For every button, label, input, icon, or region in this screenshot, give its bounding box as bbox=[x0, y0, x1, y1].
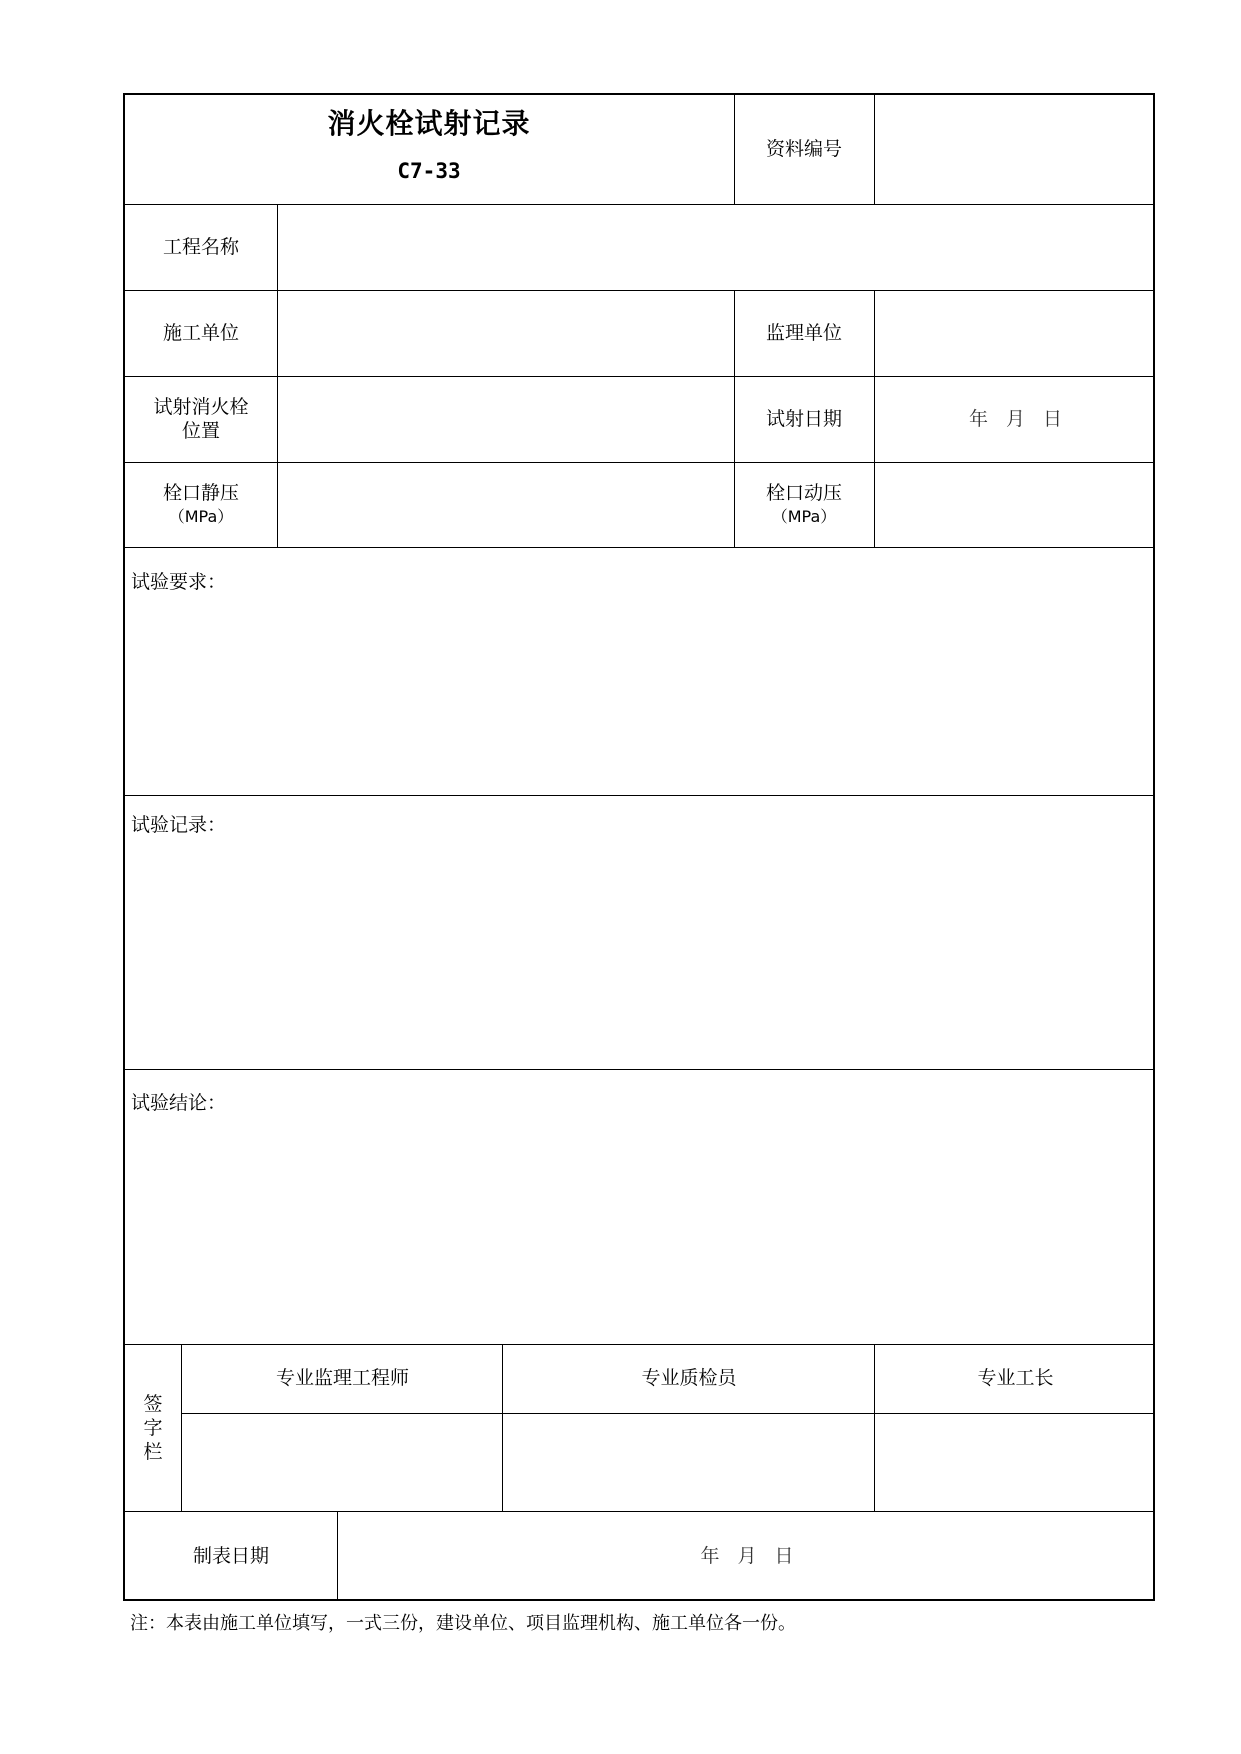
date-year: 年 bbox=[968, 407, 988, 430]
supervising-engineer-signature[interactable] bbox=[183, 1415, 502, 1511]
hydrant-location-label-line1: 试射消火栓 bbox=[153, 396, 249, 418]
table-date-field[interactable] bbox=[339, 1511, 1155, 1601]
table-date-label: 制表日期 bbox=[192, 1544, 269, 1567]
row-divider bbox=[125, 1069, 1155, 1070]
hydrant-test-record-form bbox=[123, 93, 1155, 1601]
project-name-field[interactable] bbox=[279, 204, 1155, 290]
doc-number-field[interactable] bbox=[876, 95, 1155, 204]
construction-unit-field[interactable] bbox=[279, 290, 734, 376]
test-conclusion-label: 试验结论： bbox=[131, 1092, 227, 1114]
test-record-area[interactable] bbox=[125, 840, 1155, 1065]
hydrant-location-label-line2: 位置 bbox=[181, 420, 220, 442]
signature-char-2: 字 bbox=[143, 1416, 163, 1439]
dynamic-pressure-label-text: 栓口动压 bbox=[765, 481, 842, 504]
footnote: 注：本表由施工单位填写，一式三份，建设单位、项目监理机构、施工单位各一份。 bbox=[130, 1613, 796, 1634]
col-divider bbox=[277, 204, 278, 547]
date-month: 月 bbox=[1005, 407, 1025, 430]
test-date-field[interactable] bbox=[876, 376, 1155, 462]
quality-inspector-header: 专业质检员 bbox=[641, 1367, 737, 1389]
hydrant-location-field[interactable] bbox=[279, 376, 734, 462]
col-divider bbox=[874, 290, 875, 547]
col-divider bbox=[502, 1344, 503, 1511]
static-pressure-label bbox=[125, 462, 277, 547]
signature-section-label bbox=[125, 1344, 181, 1511]
project-name-label: 工程名称 bbox=[162, 235, 239, 258]
signature-char-1: 签 bbox=[143, 1392, 163, 1415]
test-requirements-label: 试验要求： bbox=[131, 571, 227, 593]
test-conclusion-area[interactable] bbox=[125, 1117, 1155, 1341]
foreman-signature[interactable] bbox=[876, 1415, 1155, 1511]
dynamic-pressure-label bbox=[734, 462, 874, 547]
date-year: 年 bbox=[700, 1544, 720, 1567]
form-code: C7-33 bbox=[397, 159, 461, 183]
doc-number-label: 资料编号 bbox=[765, 138, 842, 160]
quality-inspector-signature[interactable] bbox=[504, 1415, 874, 1511]
col-divider bbox=[181, 1344, 182, 1511]
date-month: 月 bbox=[737, 1544, 757, 1567]
row-divider bbox=[125, 547, 1155, 548]
dynamic-pressure-unit: （MPa） bbox=[771, 506, 837, 526]
static-pressure-unit: （MPa） bbox=[168, 506, 234, 526]
supervision-unit-label: 监理单位 bbox=[765, 321, 842, 344]
form-title: 消火栓试射记录 bbox=[327, 107, 531, 140]
test-record-label: 试验记录： bbox=[131, 814, 227, 836]
col-divider bbox=[337, 1511, 338, 1601]
col-divider bbox=[874, 1344, 875, 1511]
col-divider bbox=[874, 95, 875, 204]
static-pressure-label-text: 栓口静压 bbox=[162, 481, 239, 504]
supervising-engineer-header: 专业监理工程师 bbox=[275, 1367, 409, 1389]
row-divider bbox=[181, 1413, 1155, 1414]
dynamic-pressure-field[interactable] bbox=[876, 462, 1155, 547]
test-date-label: 试射日期 bbox=[765, 407, 842, 430]
signature-char-3: 栏 bbox=[143, 1440, 163, 1463]
date-day: 日 bbox=[1043, 407, 1063, 430]
date-day: 日 bbox=[774, 1544, 794, 1567]
test-requirements-area[interactable] bbox=[125, 595, 1155, 791]
construction-unit-label: 施工单位 bbox=[162, 321, 239, 344]
static-pressure-field[interactable] bbox=[279, 462, 734, 547]
hydrant-location-label bbox=[125, 376, 277, 462]
supervision-unit-field[interactable] bbox=[876, 290, 1155, 376]
foreman-header: 专业工长 bbox=[977, 1367, 1054, 1389]
row-divider bbox=[125, 795, 1155, 796]
